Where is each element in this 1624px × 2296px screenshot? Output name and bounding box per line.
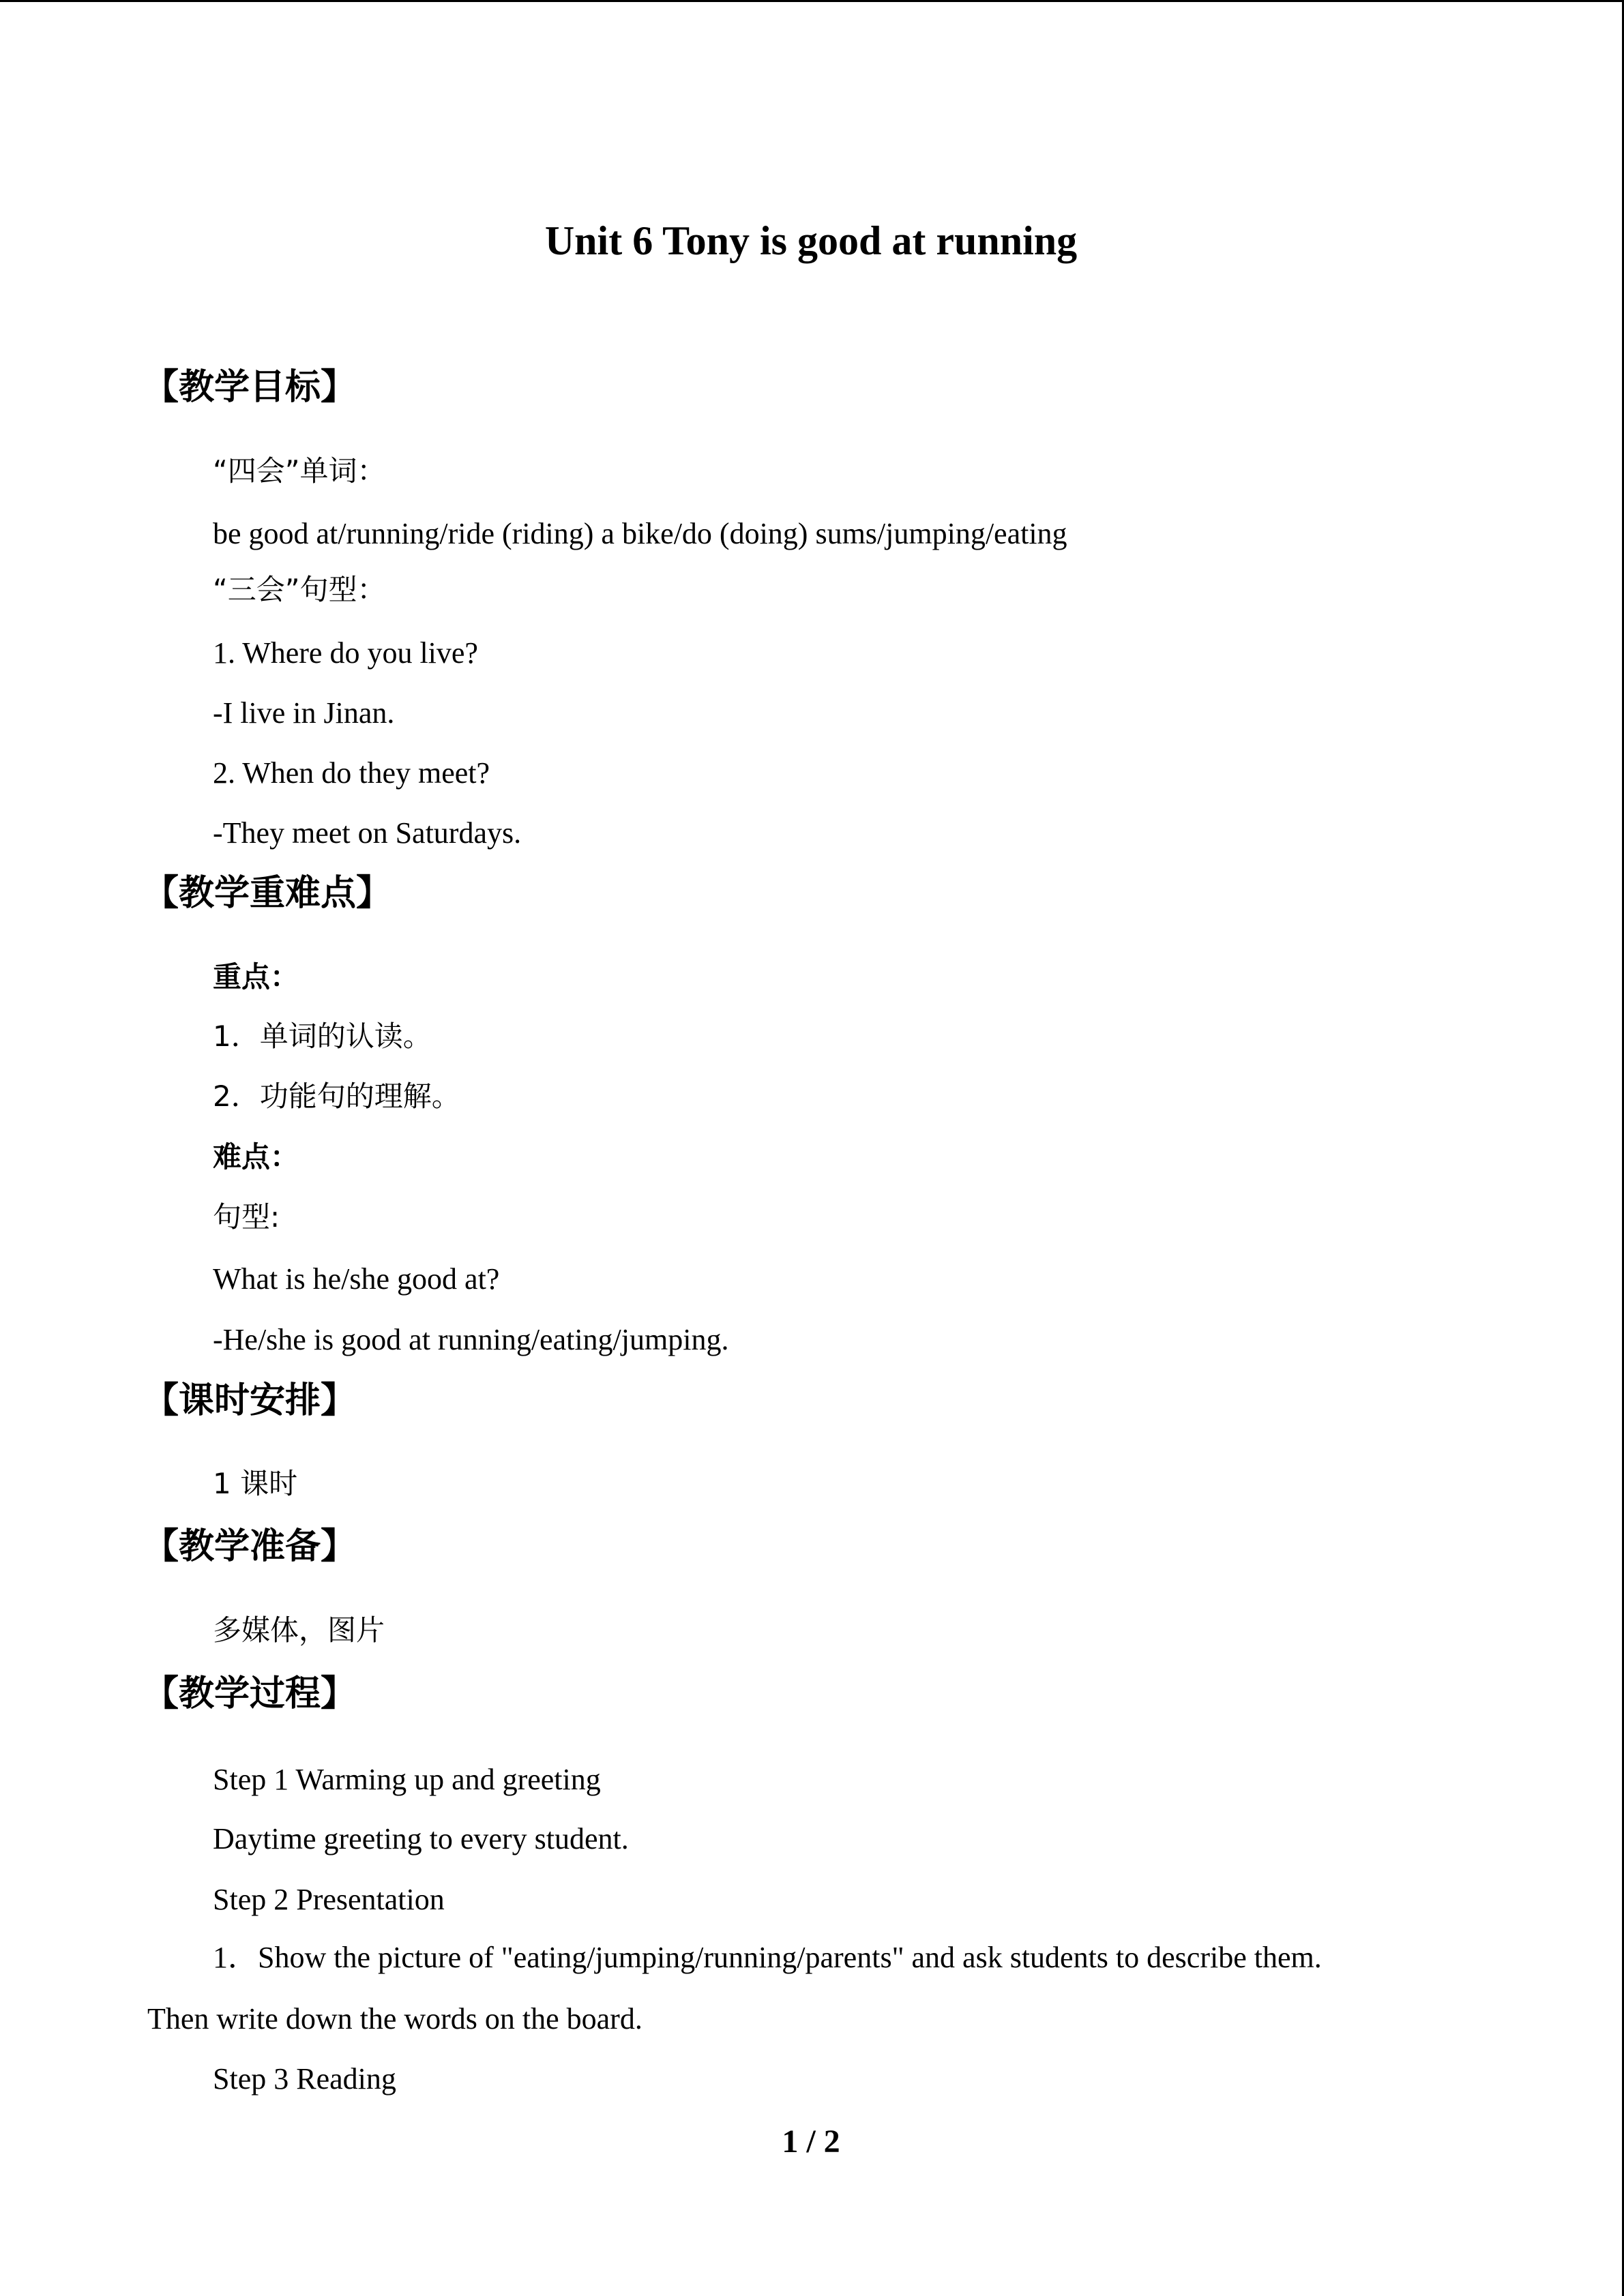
sentence-answer-1: -I live in Jinan. bbox=[213, 696, 395, 730]
heading-preparation: 【教学准备】 bbox=[143, 1526, 357, 1567]
key-label: 重点： bbox=[213, 960, 299, 994]
pattern-label: 句型: bbox=[213, 1200, 280, 1234]
preparation-content: 多媒体，图片 bbox=[213, 1613, 385, 1647]
sentences-label: “三会”句型： bbox=[213, 573, 386, 606]
step-1-detail: Daytime greeting to every student. bbox=[213, 1822, 629, 1855]
words-label: “四会”单词： bbox=[213, 454, 386, 488]
heading-schedule: 【课时安排】 bbox=[143, 1380, 357, 1421]
heading-key-points: 【教学重难点】 bbox=[143, 873, 392, 914]
sentence-question-1: 1. Where do you live? bbox=[213, 636, 478, 670]
step-2-item-1-continued: Then write down the words on the board. bbox=[147, 2002, 643, 2036]
step-3-title: Step 3 Reading bbox=[213, 2062, 396, 2096]
step-1-title: Step 1 Warming up and greeting bbox=[213, 1763, 601, 1796]
difficult-label: 难点： bbox=[213, 1140, 299, 1174]
step-2-title: Step 2 Presentation bbox=[213, 1883, 445, 1916]
sentence-question-2: 2. When do they meet? bbox=[213, 756, 490, 790]
schedule-content: 1 课时 bbox=[213, 1467, 298, 1500]
key-point-2: 2．功能句的理解。 bbox=[213, 1079, 460, 1113]
heading-process: 【教学过程】 bbox=[143, 1673, 357, 1714]
step-2-item-1: 1．Show the picture of "eating/jumping/running/parents" and ask students to describe them. bbox=[213, 1941, 1322, 1974]
document-title: Unit 6 Tony is good at running bbox=[544, 218, 1078, 263]
words-list: be good at/running/ride (riding) a bike/do (doing) sums/jumping/eating bbox=[213, 517, 1067, 550]
key-point-1: 1．单词的认读。 bbox=[213, 1019, 432, 1053]
pattern-question: What is he/she good at? bbox=[213, 1262, 500, 1296]
pattern-answer: -He/she is good at running/eating/jumping. bbox=[213, 1323, 729, 1356]
sentence-answer-2: -They meet on Saturdays. bbox=[213, 816, 522, 850]
page-number: 1 / 2 bbox=[782, 2123, 840, 2160]
heading-objectives: 【教学目标】 bbox=[143, 367, 357, 408]
